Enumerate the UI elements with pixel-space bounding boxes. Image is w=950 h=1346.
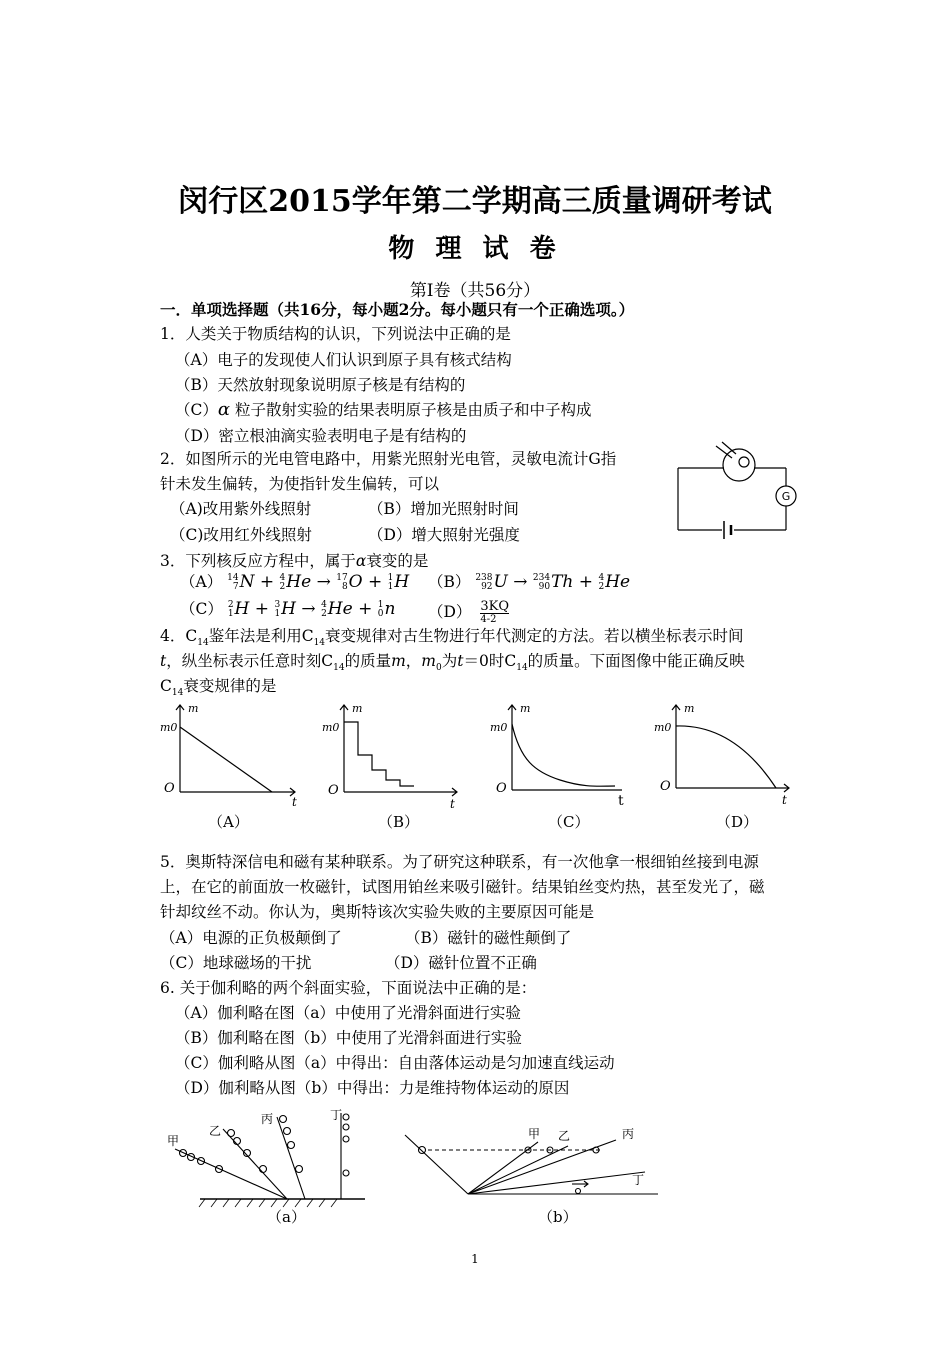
- q3-option-d: （D） 3KQ 4-2: [428, 598, 510, 625]
- q3-stem: 3．下列核反应方程中，属于α衰变的是: [160, 552, 429, 570]
- figure-b-caption: （b）: [538, 1208, 578, 1226]
- q2-option-d: （D）增大照射光强度: [368, 526, 520, 544]
- svg-text:丙: 丙: [261, 1112, 274, 1126]
- page-subtitle: 物 理 试 卷: [388, 234, 562, 264]
- figure-a-caption: （a）: [267, 1208, 306, 1226]
- q5-option-b: （B）磁针的磁性颠倒了: [405, 929, 572, 947]
- q1-option-d: （D）密立根油滴实验表明电子是有结构的: [175, 427, 467, 445]
- q5-option-c: （C）地球磁场的干扰: [160, 954, 312, 972]
- q2-stem-line2: 针未发生偏转，为使指针发生偏转，可以: [160, 475, 440, 493]
- q1-option-a: （A）电子的发现使人们认识到原子具有核式结构: [175, 351, 512, 369]
- q5-stem-line2: 上，在它的前面放一枚磁针，试图用铂丝来吸引磁针。结果铂丝变灼热，甚至发光了，磁: [160, 878, 765, 896]
- q6-option-a: （A）伽利略在图（a）中使用了光滑斜面进行实验: [175, 1004, 521, 1022]
- q1-option-b: （B）天然放射现象说明原子核是有结构的: [175, 376, 466, 394]
- svg-text:O: O: [496, 781, 507, 796]
- page-number: 1: [471, 1252, 479, 1266]
- svg-text:m: m: [352, 702, 363, 715]
- q3-equation-d-fragment: 3KQ 4-2: [480, 598, 510, 625]
- svg-text:m: m: [188, 702, 199, 715]
- q4-graph-label-c: （C）: [548, 813, 590, 831]
- q5-option-a: （A）电源的正负极颠倒了: [160, 929, 342, 947]
- q4-graph-d: [654, 700, 794, 810]
- q6-option-b: （B）伽利略在图（b）中使用了光滑斜面进行实验: [175, 1029, 522, 1047]
- q4-stem-line2: t，纵坐标表示任意时刻$C_{14}$的质量m，$m_0$为t＝0时$C_{14}$的质量。下面图像中能正确反映: [160, 652, 745, 674]
- q5-option-d: （D）磁针位置不正确: [385, 954, 537, 972]
- svg-text:乙: 乙: [558, 1129, 571, 1143]
- galileo-figure-a: [165, 1105, 365, 1225]
- svg-text:t: t: [618, 793, 624, 809]
- q2-stem-line1: 2．如图所示的光电管电路中，用紫光照射光电管，灵敏电流计G指: [160, 450, 617, 468]
- photocell-circuit-figure: [676, 440, 796, 540]
- svg-text:O: O: [164, 781, 175, 796]
- svg-text:丙: 丙: [622, 1127, 635, 1141]
- svg-text:m: m: [520, 702, 531, 715]
- q2-option-b: （B）增加光照射时间: [368, 500, 519, 518]
- q3-option-c: （C） 2 1 H + 3 1 H → 4 2 He + 1 0 n: [180, 599, 396, 619]
- section-heading: 一．单项选择题（共16分，每小题2分。每小题只有一个正确选项。）: [160, 300, 635, 319]
- q4-graph-label-d: （D）: [716, 813, 759, 831]
- q3-equation-a: 14 7 N + 4 2 He → 17 8 O + 1 1 H: [227, 572, 410, 592]
- q6-stem: 6. 关于伽利略的两个斜面实验，下面说法中正确的是：: [160, 979, 537, 997]
- q3-option-b: （B） 238 92 U → 234 90 Th + 4 2 He: [428, 572, 631, 592]
- svg-text:m: m: [684, 702, 695, 715]
- svg-text:t: t: [292, 795, 297, 809]
- q4-stem-line3: $C_{14}$衰变规律的是: [160, 677, 277, 699]
- q3-option-a: （A） 14 7 N + 4 2 He → 17 8 O + 1 1 H: [180, 572, 410, 592]
- svg-text:t: t: [450, 797, 455, 811]
- galileo-figure-b: [400, 1120, 660, 1210]
- q4-graph-a: [160, 700, 300, 810]
- svg-text:O: O: [328, 783, 339, 798]
- q6-option-c: （C）伽利略从图（a）中得出：自由落体运动是匀加速直线运动: [175, 1054, 615, 1072]
- q2-option-a: （A)改用紫外线照射: [170, 500, 312, 518]
- svg-text:m0: m0: [490, 721, 508, 734]
- svg-text:甲: 甲: [167, 1134, 180, 1148]
- q4-graph-label-a: （A）: [208, 813, 249, 831]
- q6-option-d: （D）伽利略从图（b）中得出：力是维持物体运动的原因: [175, 1079, 570, 1097]
- q4-graph-label-b: （B）: [378, 813, 420, 831]
- svg-text:O: O: [660, 779, 671, 794]
- q5-stem-line3: 针却纹丝不动。你认为，奥斯特该次实验失败的主要原因可能是: [160, 903, 595, 921]
- q3-equation-b: 238 92 U → 234 90 Th + 4 2 He: [475, 572, 631, 592]
- q1-option-c: （C）α 粒子散射实验的结果表明原子核是由质子和中子构成: [175, 399, 592, 420]
- q3-equation-c: 2 1 H + 3 1 H → 4 2 He + 1 0 n: [227, 599, 396, 619]
- q1-stem: 1．人类关于物质结构的认识，下列说法中正确的是: [160, 325, 511, 343]
- q5-stem-line1: 5．奥斯特深信电和磁有某种联系。为了研究这种联系，有一次他拿一根细铂丝接到电源: [160, 853, 759, 871]
- volume-heading: 第I卷（共56分）: [409, 281, 541, 301]
- svg-text:丁: 丁: [632, 1173, 645, 1187]
- svg-text:m0: m0: [654, 721, 672, 734]
- q4-graph-b: [322, 700, 462, 812]
- svg-text:m0: m0: [322, 721, 340, 734]
- q2-option-c: （C)改用红外线照射: [170, 526, 312, 544]
- page-title: 闵行区2015学年第二学期高三质量调研考试: [178, 184, 772, 219]
- svg-text:甲: 甲: [528, 1127, 541, 1141]
- svg-text:t: t: [782, 793, 787, 807]
- svg-text:m0: m0: [160, 721, 178, 734]
- svg-text:乙: 乙: [209, 1124, 222, 1138]
- galvanometer-label: G: [781, 490, 791, 503]
- svg-text:丁: 丁: [330, 1108, 343, 1122]
- q4-graph-c: [490, 700, 630, 810]
- q4-stem-line1: 4．$C_{14}$鉴年法是利用$C_{14}$衰变规律对古生物进行年代测定的方法。若以横坐标表示时间: [160, 627, 744, 649]
